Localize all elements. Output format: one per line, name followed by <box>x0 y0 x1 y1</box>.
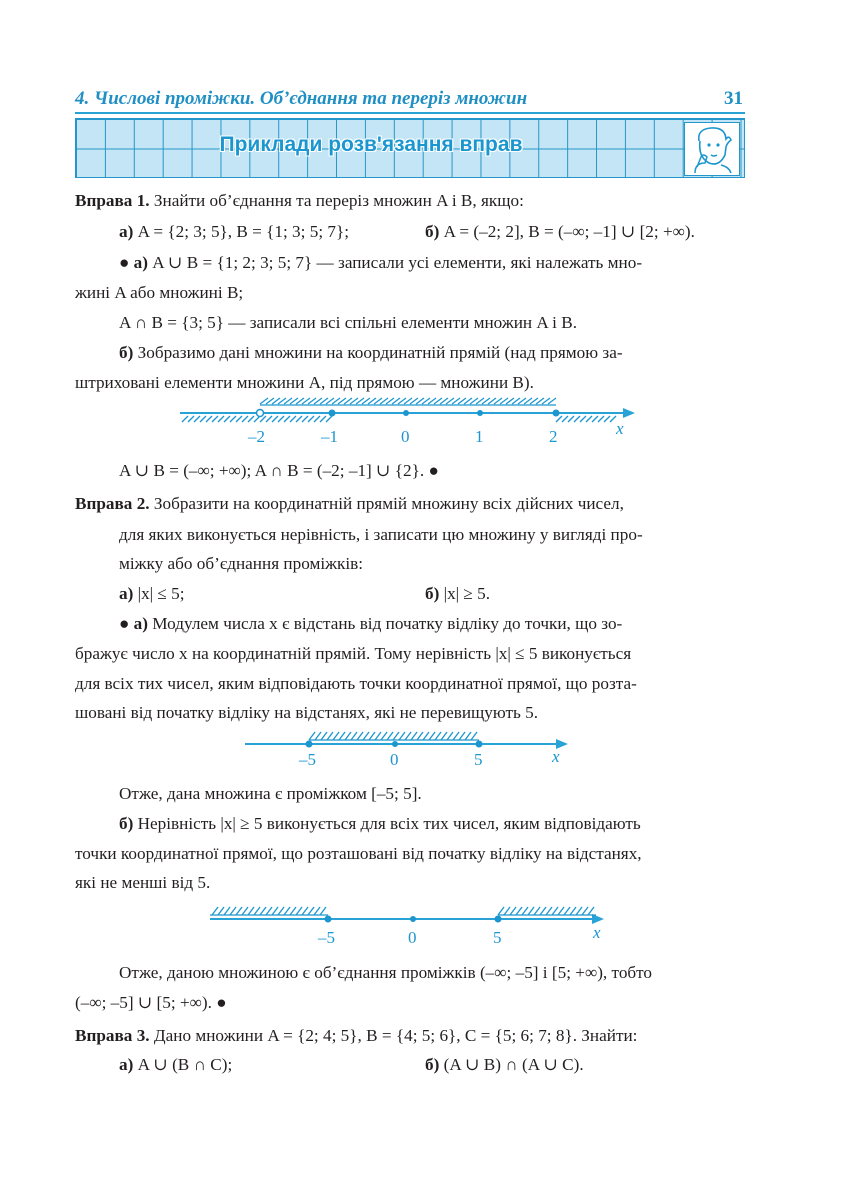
ex3-task: Вправа 3. Дано множини A = {2; 4; 5}, B = {4; 5; 6}, C = {5; 6; 7; 8}. Знайти: <box>75 1026 638 1045</box>
ex1-sol-a-union-cont: жині A або множині B; <box>75 283 244 302</box>
ex3-label: Вправа 3. <box>75 1026 150 1045</box>
tick-label: 5 <box>474 750 483 769</box>
ex2-task-line3: міжку або об’єднання проміжків: <box>119 554 363 573</box>
number-line-ex2b <box>210 905 610 955</box>
closed-point <box>553 410 560 417</box>
section-banner <box>75 118 745 178</box>
number-line-ex2a <box>245 732 575 772</box>
ex1-sol-a-inter: A ∩ B = {3; 5} — записали всі спільні елементи множин A і B. <box>119 313 577 332</box>
tick-label: 2 <box>549 427 558 446</box>
ex1-task-text: Знайти об’єднання та переріз множин A і B, якщо: <box>153 191 524 210</box>
ex2-sol-a-line1: ● а) Модулем числа x є відстань від початку відліку до точки, що зо- <box>119 614 623 633</box>
ex2-sol-a-line2: бражує число x на координатній прямій. Тому нерівність |x| ≤ 5 виконується <box>75 644 632 663</box>
thinking-child-icon <box>684 122 740 176</box>
tick-label: –2 <box>248 427 265 446</box>
ex3-cond-b: б) (A ∪ B) ∩ (A ∪ C). <box>425 1055 584 1074</box>
number-line-ex1 <box>180 398 640 448</box>
tick-label: 1 <box>475 427 484 446</box>
ex2-task-line1: Вправа 2. Зобразити на координатній прямій множину всіх дійсних чисел, <box>75 494 624 513</box>
ex2-concl-b-line1: Отже, даною множиною є об’єднання проміжків (–∞; –5] і [5; +∞), тобто <box>119 963 653 982</box>
ex2-cond-a: а) |x| ≤ 5; <box>119 584 185 603</box>
tick-label: –5 <box>318 928 335 947</box>
tick-label: –5 <box>299 750 316 769</box>
axis-var: x <box>593 923 601 942</box>
ex2-sol-b-line3: які не менші від 5. <box>75 873 211 892</box>
closed-point <box>306 741 313 748</box>
closed-point <box>329 410 336 417</box>
tick-label: 0 <box>390 750 399 769</box>
ex2-sol-a-line3: для всіх тих чисел, яким відповідають точки координатної прямої, що розта- <box>75 674 637 693</box>
hatch-set-left <box>210 907 328 915</box>
open-point <box>257 410 264 417</box>
ex2-sol-b-line1: б) Нерівність |x| ≥ 5 виконується для всіх тих чисел, яким відповідають <box>119 814 641 833</box>
closed-point <box>495 916 502 923</box>
ex2-sol-a-line4: шовані від початку відліку на відстанях, які не перевищують 5. <box>75 703 539 722</box>
ex2-label: Вправа 2. <box>75 494 150 513</box>
ex1-sol-a-union: ● а) A ∪ B = {1; 2; 3; 5; 7} — записали усі елементи, які належать мно- <box>119 253 643 272</box>
origin-point <box>410 916 416 922</box>
ex1-cond-a: а) A = {2; 3; 5}, B = {1; 3; 5; 7}; <box>119 222 350 241</box>
chapter-title: 4. Числові проміжки. Об’єднання та переріз множин <box>75 88 528 109</box>
origin-point <box>403 410 409 416</box>
origin-point <box>392 741 398 747</box>
ex1-sol-b-line2: штриховані елементи множини A, під прямою — множини B). <box>75 373 534 392</box>
hatch-set-a <box>260 398 556 405</box>
ex1-label: Вправа 1. <box>75 191 150 210</box>
ex2-concl-b-line2: (–∞; –5] ∪ [5; +∞). ● <box>75 993 227 1012</box>
ex1-sol-b-line1: б) Зобразимо дані множини на координатній прямій (над прямою за- <box>119 343 623 362</box>
axis-var: x <box>552 747 560 766</box>
ex1-cond-b: б) A = (–2; 2], B = (–∞; –1] ∪ [2; +∞). <box>425 222 695 241</box>
ex2-sol-b-line2: точки координатної прямої, що розташовані від початку відліку на відстанях, <box>75 844 642 863</box>
closed-point <box>476 741 483 748</box>
section-title: Приклади розв'язання вправ <box>219 133 523 156</box>
axis-var: x <box>616 419 624 438</box>
running-header <box>75 86 745 114</box>
ex1-task <box>75 190 524 212</box>
ex1-answer: A ∪ B = (–∞; +∞); A ∩ B = (–2; –1] ∪ {2}. ● <box>119 461 439 480</box>
ex2-task-line2: для яких виконується нерівність, і записати цю множину у вигляді про- <box>119 525 643 544</box>
ex3-cond-a: а) A ∪ (B ∩ C); <box>119 1055 233 1074</box>
hatch-set <box>309 732 479 740</box>
tick-label: –1 <box>321 427 338 446</box>
tick-label: 0 <box>408 928 417 947</box>
ex2-concl-a: Отже, дана множина є проміжком [–5; 5]. <box>119 784 422 803</box>
hatch-set-right <box>498 907 596 915</box>
tick-label: 5 <box>493 928 502 947</box>
unit-point <box>477 410 483 416</box>
page-number: 31 <box>724 88 743 109</box>
closed-point <box>325 916 332 923</box>
ex2-cond-b: б) |x| ≥ 5. <box>425 584 491 603</box>
tick-label: 0 <box>401 427 410 446</box>
